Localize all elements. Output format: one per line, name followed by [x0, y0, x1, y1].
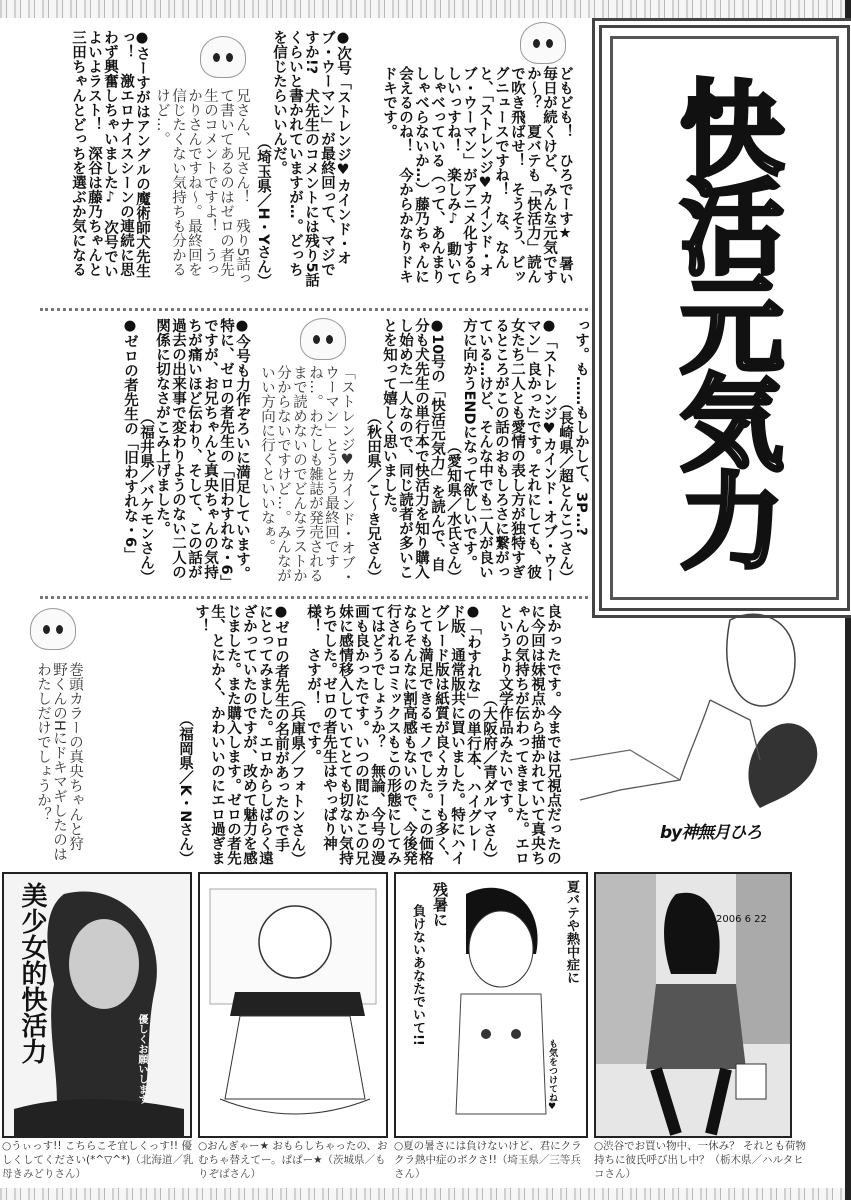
letter-text: ●ゼロの者先生の「旧わすれな・6」 — [122, 318, 138, 562]
letter-text: ●「わすれな」の単行本、ハイグレード版、通常版共に買いました。特にハイグレード版は紙質が良くカラーも多く、とても満足できるモノでした。この価格ならそんなに割高感もないので、今後発行されるコミックスもこの形態にしてみてはどうでしょうか？ 無論、今号の漫画も良かったです。いつの間にかこの兄妹に感情移入していてとても切ない気持ちでした。ゼロの者先生はやっぱり神様！ さすが！ です。 — [305, 604, 481, 865]
divider — [40, 308, 588, 311]
reply-text: 「ストレンジ♥カインド・オブ・ウーマン」とうとう最終回ですね…。わたしも雑誌が発売されるまで読めないのでどんなラストか分からないですけど…。みんながいい方向に行くといいなぁ。 — [259, 365, 355, 584]
letter-from: （大阪府／青ダルマさん） — [481, 692, 497, 866]
intro-text: どもども！ ひろでーす★ 暑い毎日が続くけど、みんな元気ですか～？ 夏バテも「快活力」読んで吹き飛ばせ！ そうそう、ビッグニュースですね！ な、なんと、「ストレンジ♥カインド・オブ・ウーマン」がアニメ化するらしいっすね！ 楽しみ♪ 動いてしゃべっている（って、あんまりしゃべらないか…）藤乃ちゃんに会えるのね！ 今からかなりドキドキです。 — [381, 66, 573, 285]
caption-text: ○おんぎゃー★ おもらしちゃったの、おむちゃ替えてー。ぱぱー★ — [198, 1140, 388, 1166]
letter-from: （埼玉県／H・Yさん） — [255, 134, 271, 288]
fan-art-date: 2006 6 22 — [716, 914, 767, 925]
letter-text: ●「ストレンジ♥カインド・オブ・ウーマン」良かったです。それにしても、彼女たち二人とも愛情の表し方が独特すぎるところがこの話のおもしろさに繋がっている…けど、そんな中でも二人が良い方に向かうENDになって欲しいです。 — [461, 318, 557, 582]
letters-middle-left — [122, 318, 250, 584]
editor-portrait — [30, 608, 76, 650]
letters-middle-right — [365, 318, 589, 584]
fan-art-caption — [2, 1139, 198, 1181]
reply-text: 巻頭カラーの真央ちゃんと狩野くんのHにドキマギしたのはわたしだけでしょうか？ — [35, 662, 83, 862]
editor-reply — [259, 365, 355, 585]
editor-portrait — [520, 22, 566, 64]
top-border-pattern — [0, 0, 851, 18]
fan-art-panel — [394, 872, 588, 1138]
bottom-border-pattern — [0, 1188, 845, 1200]
editor-illustration — [560, 600, 830, 810]
letter-from: （兵庫県／フォトンさん） — [289, 692, 305, 866]
letter-text: ●次号「ストレンジ♥カインド・オブ・ウーマン」が最終回って、マジですか!? 犬先生のコメントには残り5話くらいと書かれていますが…。どっちを信じたらいいんだ。 — [271, 30, 351, 288]
fan-art-caption — [594, 1139, 809, 1181]
caption-from: （茨城県／もりぞばさん） — [198, 1154, 386, 1180]
editor-intro — [373, 66, 573, 288]
editor-portrait — [200, 36, 246, 78]
caption-from: （栃木県／ハルタヒコさん） — [594, 1154, 804, 1180]
letter-from: （福岡県／K・Nさん） — [177, 712, 193, 866]
fan-art-text: も気をつけてね♥ — [547, 1039, 557, 1112]
artist-signature: by神無月ひろ — [660, 823, 762, 843]
letters-lower — [177, 604, 561, 866]
fan-art-text: 残暑に — [431, 882, 449, 927]
page-title: 快活元気力 — [662, 75, 784, 565]
fan-art-text: 夏バテや熱中症に — [564, 880, 579, 984]
fan-art-panel — [2, 872, 192, 1138]
caption-from: （北海道／乳母きみどりさん） — [2, 1154, 194, 1180]
divider — [40, 596, 588, 599]
letter-text: 良かったです。今までは兄視点だったのに今回は妹視点から描かれていて真央ちゃんの気持ちが伝わってきました。エロというより文学作品みたいです。 — [497, 604, 561, 865]
caption-text: ○夏の暑さには負けないけど、君にクラクラ熱中症のボクさ!! — [394, 1140, 582, 1166]
fan-art-title: 美少女的快活力 — [17, 882, 47, 1064]
letter-from: （長崎県／超とんこつさん） — [557, 395, 573, 584]
fan-art-text: 負けないあなたでいて!! — [410, 904, 425, 1046]
fan-art-panel — [594, 872, 792, 1138]
letter — [251, 30, 351, 288]
letter-text: ●10号の「快活元気力」を読んで、自分も犬先生の単行本で快活力を知り購入し始めた一人なので、同じ読者が多いことを知って嬉しく思いました。 — [381, 318, 445, 579]
letter-text: ●ゼロの者先生の名前があったので手にとってみました。エロからしばらく遠ざかっていたのですが、改めて魅力を感じました。また購入します。ゼロの者先生、とにかく、かわいいのにエロ過ぎます！ — [193, 604, 289, 865]
letter-text: ●今号も力作ぞろいに満足しています。特に、ゼロの者先生の「旧わすれな・6」ですが、お兄ちゃんと真央ちゃんの気持ちが痛いほど伝わり、そして、この話が過去の出来事で変わりようのない二人の関係に切なさがこみ上げました。 — [154, 318, 250, 582]
caption-from: （埼玉県／三等兵さん） — [394, 1154, 581, 1180]
fan-art-caption — [394, 1139, 590, 1181]
letter — [54, 30, 150, 288]
letter-from: （秋田県／こ～き兄さん） — [365, 410, 381, 584]
letter-text: ●さーすがはアングルの魔術師犬先生っ！ 激エロナイスシーンの連続に思わず興奮しちゃいました♪ 次号でいよいよラスト！ 深谷は藤乃ちゃんと三田ちゃんとどっちを選ぶか気になる — [70, 30, 150, 278]
fan-art-panel — [198, 872, 388, 1138]
editor-reply — [154, 88, 250, 288]
reply-text: 兄さん、兄さん！ 残り5話って書いてあるのはゼロの者先生のコメントですよ！ うっかりさんですね～。最終回を信じたくない気持ちも分かるけど…。 — [154, 88, 250, 286]
editor-reply — [35, 662, 83, 862]
letter-from: （愛知県／水氏さん） — [445, 439, 461, 584]
caption-text: ○うぃっす!! こちらこそ宜しくっす!! 優しくしてください(*^▽^*) — [2, 1140, 192, 1166]
letter-from: （福井県／バケモンさん） — [138, 410, 154, 584]
letter-text: っす。も……もしかして、3P…? — [573, 318, 589, 536]
fan-art-caption — [198, 1139, 394, 1181]
caption-text: ○渋谷でお買い物中、一休み？ それとも荷物持ちに彼氏呼び出し中？ — [594, 1140, 806, 1166]
editor-portrait — [300, 318, 346, 360]
fan-art-text: 優しくお願いします — [136, 1014, 147, 1104]
